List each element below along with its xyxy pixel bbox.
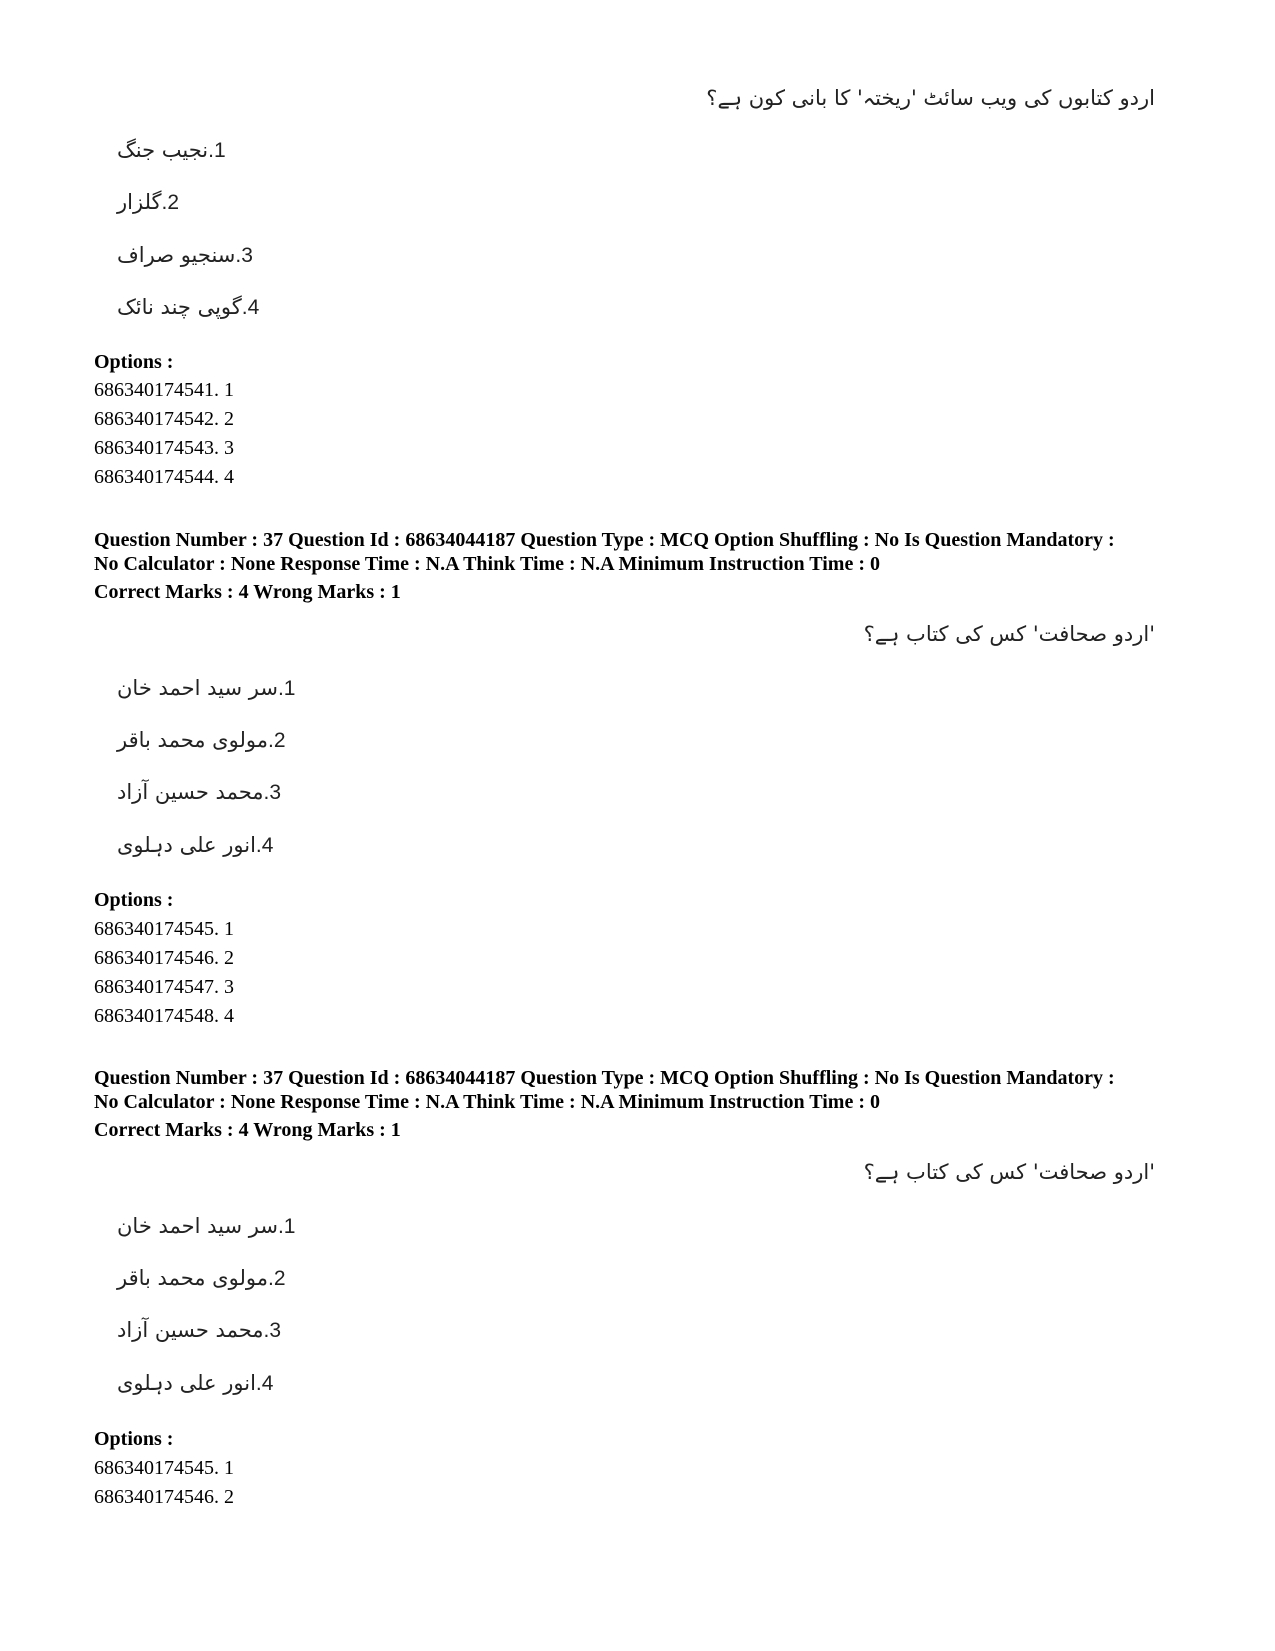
option-id-line: 686340174542. 2	[94, 408, 234, 430]
question-header	[94, 1066, 1204, 1114]
option-id-line: 686340174546. 2	[94, 947, 234, 969]
choice-text: سنجیو صراف	[117, 243, 236, 267]
option-id-line: 686340174545. 1	[94, 918, 234, 940]
answer-choice	[117, 1371, 277, 1396]
question-text: اردو کتابوں کی ویب سائٹ 'ریختہ' کا بانی کون ہے؟	[706, 86, 1155, 110]
answer-choice	[117, 190, 183, 215]
question-text: 'اردو صحافت' کس کی کتاب ہے؟	[863, 622, 1155, 646]
answer-choice	[117, 833, 277, 858]
choice-number: 3.	[235, 244, 253, 267]
choice-number: 2.	[267, 1267, 286, 1290]
option-id-line: 686340174546. 2	[94, 1486, 234, 1508]
choice-number: 4.	[241, 296, 260, 319]
option-id-line: 686340174547. 3	[94, 976, 234, 998]
choice-number: 1.	[277, 1215, 296, 1238]
choice-number: 2.	[267, 729, 286, 752]
choice-number: 4.	[255, 834, 274, 857]
answer-choice	[117, 780, 285, 805]
choice-number: 1.	[208, 139, 226, 162]
answer-choice	[117, 1266, 290, 1291]
choice-text: گلزار	[117, 190, 162, 214]
question-text: 'اردو صحافت' کس کی کتاب ہے؟	[863, 1160, 1155, 1184]
choice-number: 4.	[255, 1372, 274, 1395]
answer-choice	[117, 243, 257, 268]
answer-choice	[117, 1214, 299, 1239]
answer-choice	[117, 728, 290, 753]
options-heading: Options :	[94, 1428, 174, 1450]
question-header-line2: No Calculator : None Response Time : N.A Think Time : N.A Minimum Instruction Time : 0	[94, 553, 880, 575]
choice-text: انور علی دہلوی	[117, 833, 256, 857]
question-header-line2: No Calculator : None Response Time : N.A Think Time : N.A Minimum Instruction Time : 0	[94, 1091, 880, 1113]
question-header	[94, 528, 1204, 576]
choice-number: 2.	[161, 191, 180, 214]
option-id-line: 686340174545. 1	[94, 1457, 234, 1479]
choice-text: سر سید احمد خان	[117, 676, 278, 700]
option-id-line: 686340174541. 1	[94, 379, 234, 401]
choice-text: محمد حسین آزاد	[117, 1318, 264, 1342]
answer-choice	[117, 1318, 285, 1343]
choice-text: مولوی محمد باقر	[117, 1266, 268, 1290]
choice-text: مولوی محمد باقر	[117, 728, 268, 752]
answer-choice	[117, 295, 263, 320]
option-id-line: 686340174544. 4	[94, 466, 234, 488]
question-header-line1: Question Number : 37 Question Id : 68634044187 Question Type : MCQ Option Shuffling : No Is Question Mandatory :	[94, 1067, 1115, 1089]
choice-number: 3.	[263, 781, 282, 804]
marks-line: Correct Marks : 4 Wrong Marks : 1	[94, 581, 401, 603]
choice-number: 1.	[277, 677, 296, 700]
answer-choice	[117, 138, 230, 163]
marks-line: Correct Marks : 4 Wrong Marks : 1	[94, 1119, 401, 1141]
options-heading: Options :	[94, 889, 174, 911]
options-heading: Options :	[94, 351, 174, 373]
option-id-line: 686340174548. 4	[94, 1005, 234, 1027]
choice-text: محمد حسین آزاد	[117, 780, 264, 804]
choice-text: نجیب جنگ	[117, 138, 209, 162]
choice-number: 3.	[263, 1319, 282, 1342]
option-id-line: 686340174543. 3	[94, 437, 234, 459]
choice-text: سر سید احمد خان	[117, 1214, 278, 1238]
answer-choice	[117, 676, 299, 701]
choice-text: انور علی دہلوی	[117, 1371, 256, 1395]
question-header-line1: Question Number : 37 Question Id : 68634044187 Question Type : MCQ Option Shuffling : No Is Question Mandatory :	[94, 529, 1115, 551]
choice-text: گوپی چند نائک	[117, 295, 242, 319]
